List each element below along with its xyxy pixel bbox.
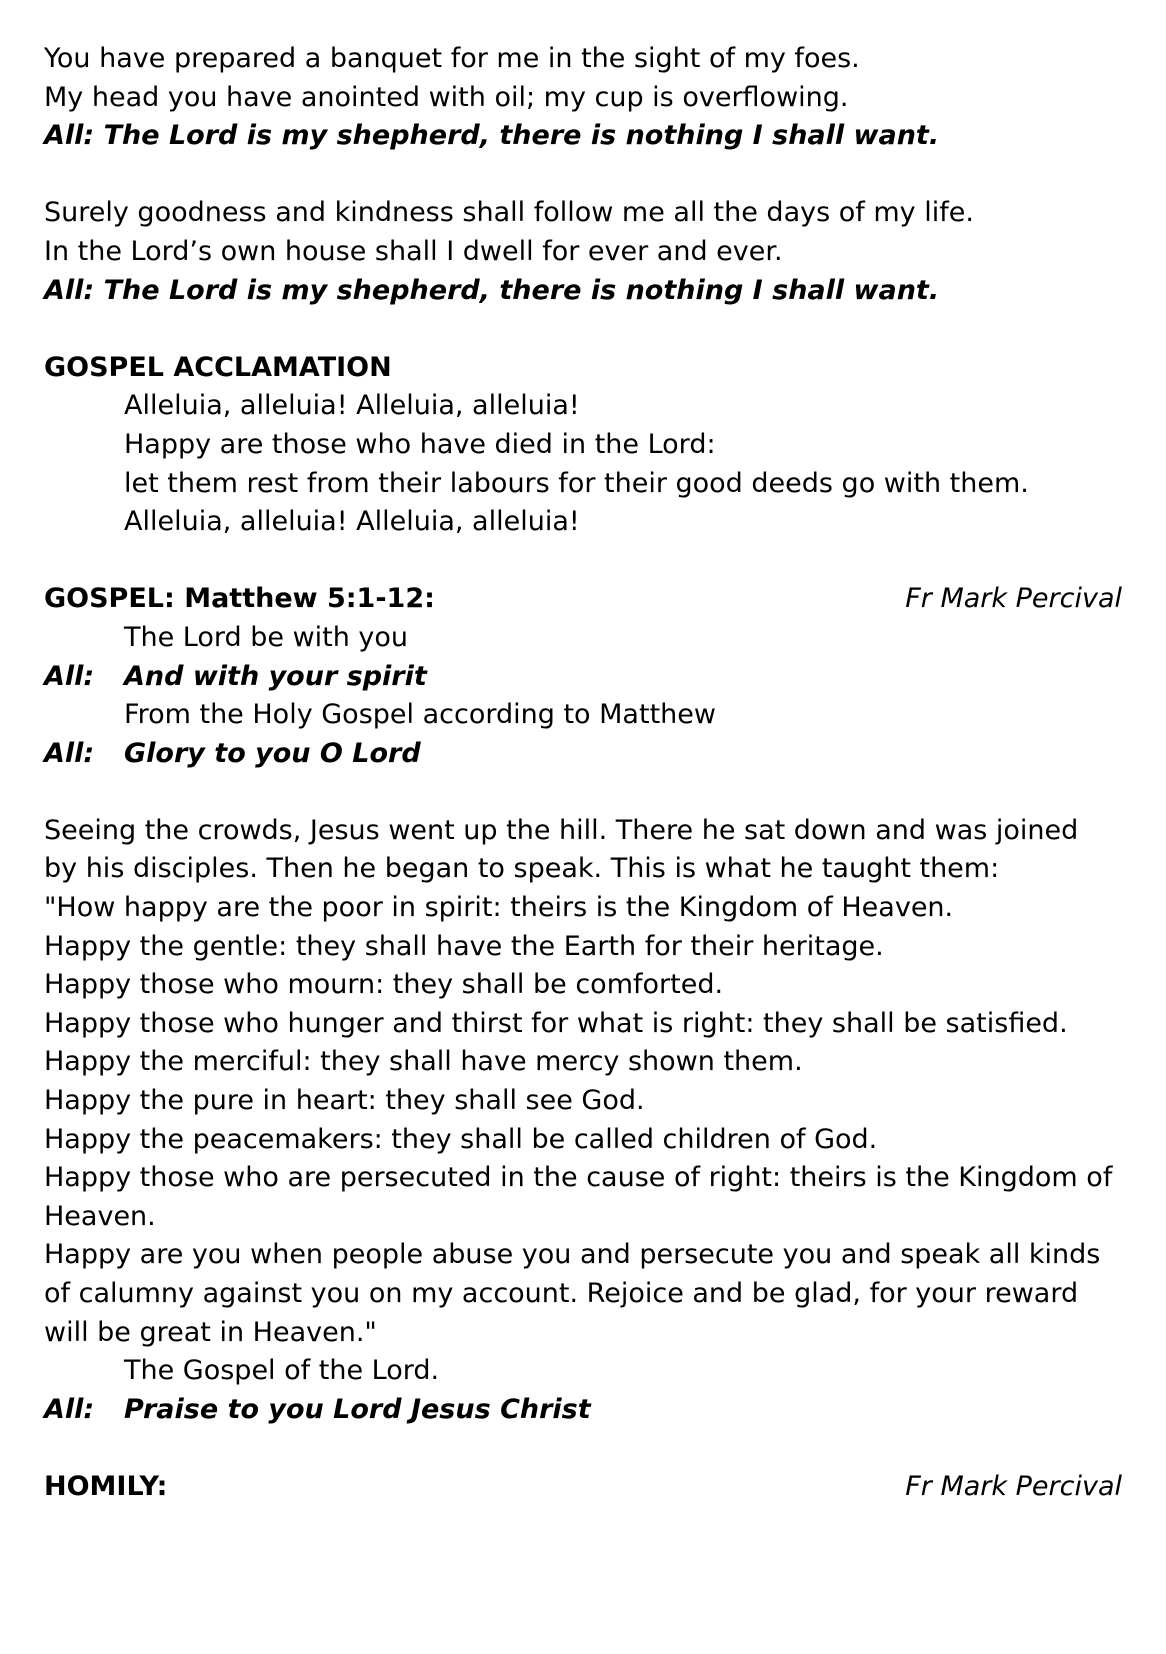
gospel-text-line: Happy are you when people abuse you and persecute you and speak all kinds xyxy=(44,1239,1101,1271)
all-label: All: xyxy=(44,1393,95,1425)
gospel-response-row xyxy=(44,1391,1122,1430)
gospel-closing: The Gospel of the Lord. xyxy=(124,1355,440,1387)
psalm-verse-line: My head you have anointed with oil; my cup is overflowing. xyxy=(44,81,849,113)
gospel-text-line: by his disciples. Then he began to speak. This is what he taught them: xyxy=(44,853,1000,885)
spacer xyxy=(44,156,1122,195)
gospel-text-line: Happy the merciful: they shall have mercy shown them. xyxy=(44,1046,803,1078)
gospel-response: Glory to you O Lord xyxy=(124,737,421,769)
gospel-response-row xyxy=(44,735,1122,774)
gospel-text-line: Happy the gentle: they shall have the Earth for their heritage. xyxy=(44,930,884,962)
acclamation-line: Happy are those who have died in the Lord: xyxy=(124,428,716,460)
gospel-text-line: Heaven. xyxy=(44,1200,156,1232)
psalm-response: All: The Lord is my shepherd, there is nothing I shall want. xyxy=(44,274,940,306)
psalm-verse-line: In the Lord’s own house shall I dwell for ever and ever. xyxy=(44,235,783,267)
spacer xyxy=(44,542,1122,581)
gospel-text-line: Seeing the crowds, Jesus went up the hill. There he sat down and was joined xyxy=(44,814,1079,846)
spacer xyxy=(44,1429,1122,1468)
gospel-heading-row xyxy=(44,580,1122,619)
document-page xyxy=(44,40,1122,1507)
homily-heading-row xyxy=(44,1468,1122,1507)
gospel-heading: GOSPEL: Matthew 5:1-12: xyxy=(44,583,435,615)
psalm-response: All: The Lord is my shepherd, there is nothing I shall want. xyxy=(44,120,940,152)
gospel-text-line: Happy those who are persecuted in the cause of right: theirs is the Kingdom of xyxy=(44,1162,1113,1194)
psalm-verse-line: You have prepared a banquet for me in the sight of my foes. xyxy=(44,43,860,74)
gospel-text-line: will be great in Heaven." xyxy=(44,1316,377,1348)
acclamation-line: Alleluia, alleluia! Alleluia, alleluia! xyxy=(124,506,580,538)
gospel-reader: Fr Mark Percival xyxy=(905,583,1122,615)
gospel-response: And with your spirit xyxy=(124,660,427,692)
gospel-text-line: Happy those who mourn: they shall be comforted. xyxy=(44,969,724,1001)
all-label: All: xyxy=(44,737,95,769)
psalm-verse-line: Surely goodness and kindness shall follow me all the days of my life. xyxy=(44,197,974,229)
spacer xyxy=(44,773,1122,812)
all-label: All: xyxy=(44,660,95,692)
homily-preacher: Fr Mark Percival xyxy=(905,1470,1122,1502)
gospel-text-line: Happy the peacemakers: they shall be called children of God. xyxy=(44,1123,878,1155)
gospel-response-row xyxy=(44,658,1122,697)
acclamation-line: Alleluia, alleluia! Alleluia, alleluia! xyxy=(124,390,580,422)
gospel-text-line: of calumny against you on my account. Rejoice and be glad, for your reward xyxy=(44,1278,1079,1309)
gospel-greeting: The Lord be with you xyxy=(124,621,409,653)
gospel-response: Praise to you Lord Jesus Christ xyxy=(124,1393,591,1425)
homily-heading: HOMILY: xyxy=(44,1470,168,1502)
gospel-text-line: Happy those who hunger and thirst for what is right: they shall be satisfied. xyxy=(44,1007,1068,1039)
spacer xyxy=(44,310,1122,349)
gospel-text-line: Happy the pure in heart: they shall see God. xyxy=(44,1085,645,1117)
gospel-text-line: "How happy are the poor in spirit: theirs is the Kingdom of Heaven. xyxy=(44,892,954,924)
acclamation-heading: GOSPEL ACCLAMATION xyxy=(44,351,392,383)
acclamation-line: let them rest from their labours for their good deeds go with them. xyxy=(124,467,1029,499)
gospel-announcement: From the Holy Gospel according to Matthew xyxy=(124,699,716,731)
